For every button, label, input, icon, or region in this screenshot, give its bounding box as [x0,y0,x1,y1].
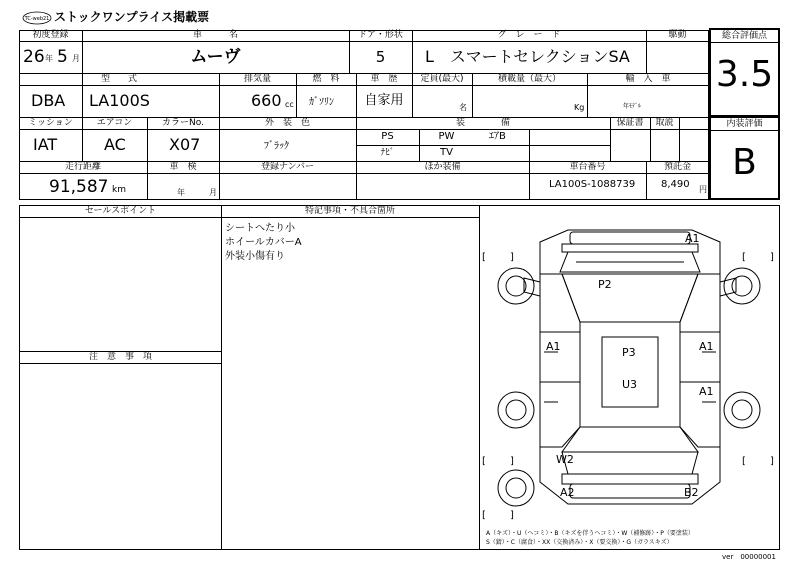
logo [22,10,52,24]
overall-score-label: 総合評価点 [721,31,767,41]
color-no-value: X07 [169,135,201,154]
bracket-close-4: ] [770,456,774,467]
overall-score-box [709,28,780,117]
mileage-value: 91,587 [49,177,109,197]
notes-line-2: ホイールカバーA [225,237,302,248]
equip-ps: PS [381,131,394,142]
deposit-value: 8,490 [661,179,690,190]
damage-a1-right-rear: A1 [699,385,714,398]
damage-a1-right: A1 [699,340,714,353]
displacement-label: 排気量 [243,74,271,84]
sales-point-label: セールスポイント [84,206,157,216]
fuel-label: 燃 料 [312,74,340,84]
mileage-unit: km [112,185,126,195]
drive-label: 駆動 [668,30,687,40]
displacement-unit: cc [285,100,294,109]
grade-value: L スマートセレクションSA [425,47,630,66]
bracket-close-5: ] [510,510,514,521]
version-text: ver 00000001 [722,553,776,561]
chassis-no-label: 車台番号 [569,162,606,172]
bracket-open-1: [ [482,252,486,263]
exterior-color-label: 外 装 色 [264,118,310,128]
equip-airbag: ｴｱB [489,131,506,142]
notes-line-3: 外装小傷有り [225,251,285,262]
first-reg-label: 初度登録 [32,30,69,40]
fuel-value: ｶﾞｿﾘﾝ [309,97,334,108]
first-reg-year-unit: 年 [45,54,53,63]
manual-label: 取説 [655,118,674,128]
bracket-open-2: [ [742,252,746,263]
equip-pw: PW [438,131,455,142]
bracket-close-3: ] [510,456,514,467]
import-label: 輸 入 車 [625,74,671,84]
history-label: 車 歴 [370,74,398,84]
car-name-value: ムーヴ [190,47,241,67]
first-reg-year: 26 [23,47,45,67]
price-label: 預託金 [663,162,691,172]
bracket-open-3: [ [482,456,486,467]
damage-b2: B2 [684,486,699,499]
displacement-value: 660 [251,91,282,110]
capacity-unit: 名 [459,103,467,112]
equip-tv: TV [440,147,453,158]
damage-p3: P3 [622,346,636,359]
history-value: 自家用 [364,93,404,108]
mileage-label: 走行距離 [64,162,101,172]
equip-navi: ﾅﾋﾞ [380,148,395,158]
damage-w2: W2 [556,453,574,466]
aircon-label: エアコン [96,118,133,128]
model-label: 型 式 [100,74,137,84]
aircon-value: AC [104,135,126,154]
bracket-close-2: ] [770,252,774,263]
model-prefix-value: DBA [31,91,66,110]
door-type-label: ドア・形状 [358,30,403,40]
interior-score-label: 内装評価 [726,119,763,129]
doors-value: 5 [375,48,386,66]
car-name-label: 車 名 [192,30,238,40]
overall-score-value: 3.5 [715,54,774,95]
bracket-close-1: ] [510,252,514,263]
legend-line-1: A（キズ）・U（ヘコミ）・B（キズを伴うヘコミ）・W（補修跡）・P（要塗装） [486,530,694,537]
damage-u3: U3 [622,378,638,391]
payload-unit: Kg [574,103,585,112]
damage-a2: A2 [560,486,575,499]
mission-label: ミッション [28,118,73,128]
caution-label: 注 意 事 項 [88,352,152,362]
plate-label: 登録ナンバー [261,162,314,172]
exterior-color-value: ﾌﾞﾗｯｸ [264,141,289,152]
inspection-year-unit: 年 [177,188,185,197]
warranty-label: 保証書 [616,118,644,128]
interior-score-box [709,117,780,200]
damage-a1-left: A1 [546,340,561,353]
bracket-open-5: [ [482,510,486,521]
logo-text: TC-web21 [24,16,50,22]
chassis-no-value: LA100S-1088739 [549,179,636,190]
bracket-open-4: [ [742,456,746,467]
inspection-month-unit: 月 [209,188,217,197]
inspection-label: 車 検 [169,162,197,172]
page-title: ストックワンプライス掲載票 [54,10,210,24]
damage-a1-front: A1 [685,232,700,245]
import-unit: 年ﾓﾃﾞﾙ [623,103,642,110]
payload-label: 積載量（最大） [497,74,561,84]
info-table [19,30,709,200]
mission-value: IAT [33,135,58,154]
grade-label: グ レ ー ド [497,30,561,40]
notes-line-1: シートへたり小 [225,223,295,234]
color-no-label: カラーNo. [162,118,204,128]
damage-p2: P2 [598,278,612,291]
other-options-label: ほか装備 [424,162,461,172]
notes-label: 特記事項・不具合箇所 [304,206,395,216]
deposit-unit: 円 [699,185,707,194]
first-reg-month-unit: 月 [72,54,80,63]
legend-line-2: S（錆）・C（腐食）・XX（交換済み）・X（要交換）・G（ガラスキズ） [486,539,673,546]
car-damage-diagram [480,212,778,530]
model-value: LA100S [89,91,150,110]
capacity-label: 定員(最大) [420,74,464,84]
equipment-label: 装 備 [455,118,510,128]
first-reg-month: 5 [57,47,68,67]
interior-score-value: B [732,142,757,183]
